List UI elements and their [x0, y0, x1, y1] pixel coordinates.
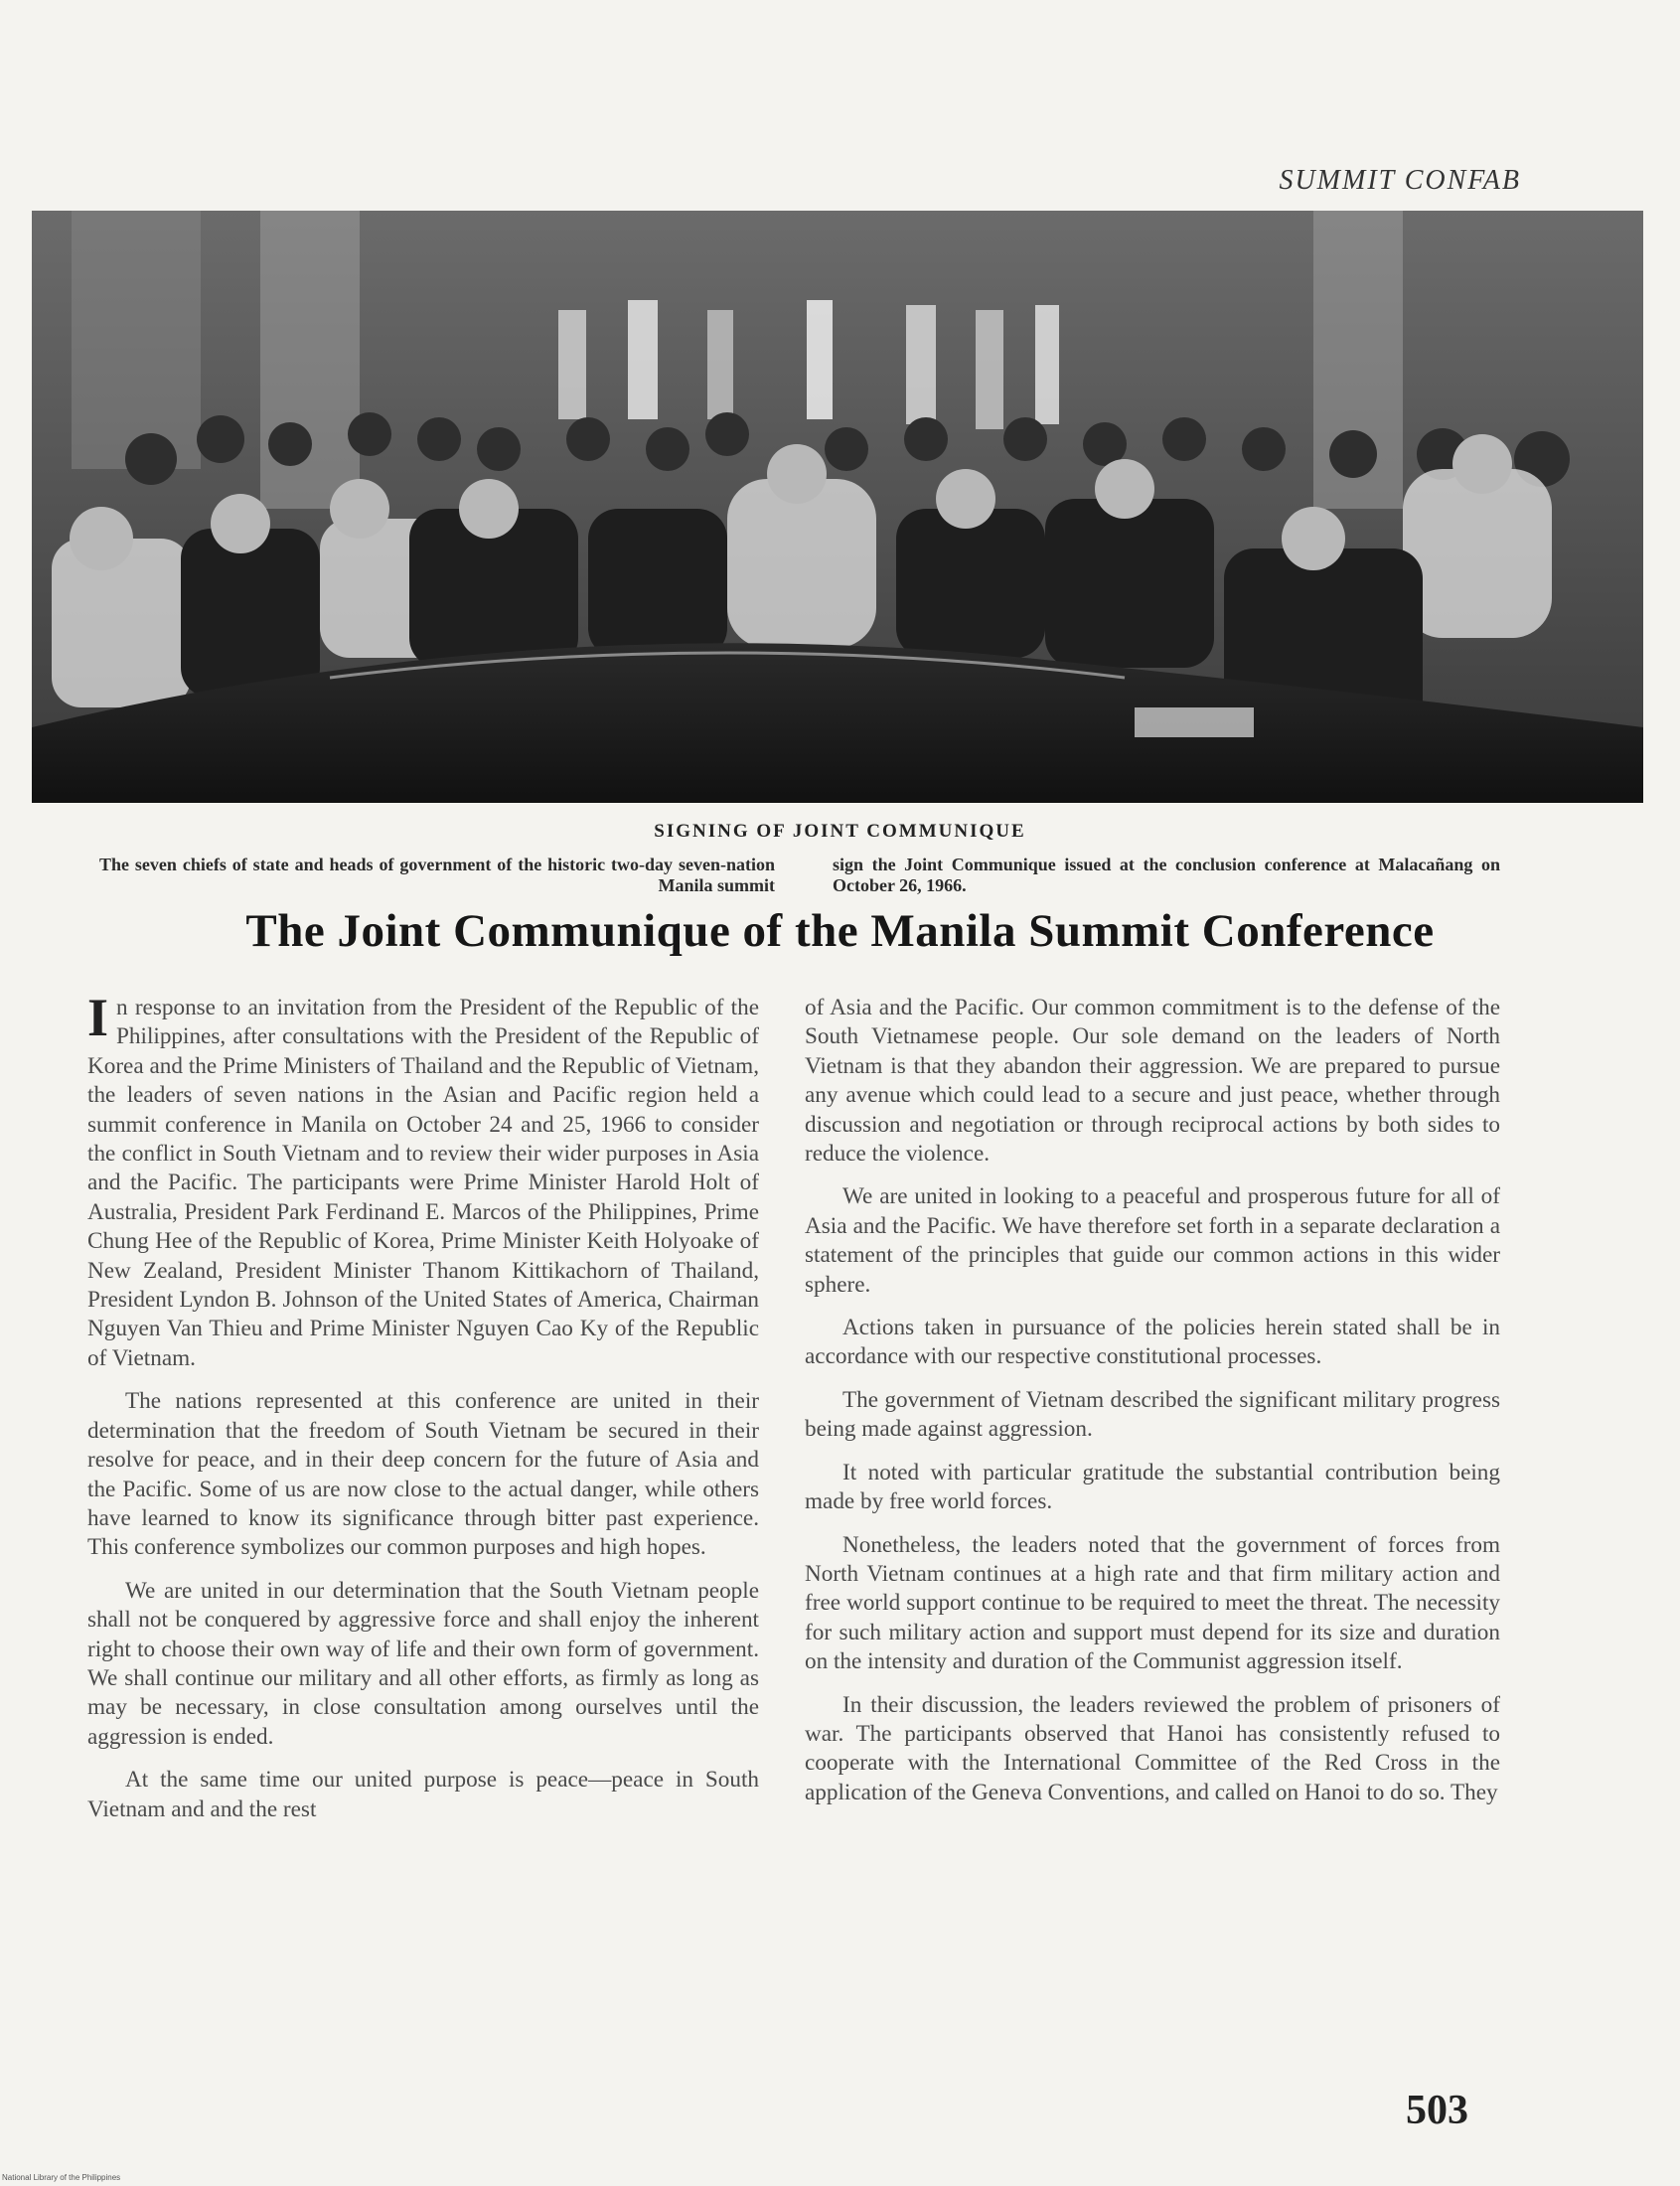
section-label: SUMMIT CONFAB: [1279, 165, 1521, 196]
paragraph: The government of Vietnam described the significant military progress being made against aggression.: [805, 1386, 1500, 1443]
paragraph: We are united in looking to a peaceful and prosperous future for all of Asia and the Pacific. We have therefore set forth in a separate declaration a statement of the principles that guide our common actions in this wider sphere.: [805, 1183, 1500, 1298]
paragraph: We are united in our determination that the South Vietnam people shall not be conquered by aggressive force and shall enjoy the inherent right to choose their own way of life and their own form of government. We shall continue our military and all other efforts, as firmly as long as may be necessary, in close consultation among ourselves until the aggression is ended.: [87, 1577, 759, 1750]
footer-credit: National Library of the Philippines: [2, 2173, 121, 2182]
paragraph: of Asia and the Pacific. Our common commitment is to the defense of the South Vietnamese people. Our sole demand on the leaders of North Vietnam is that they abandon their aggression. We are prepared to pursue any avenue which could lead to a secure and just peace, whether through discussion and negotiation or through reciprocal actions by both sides to reduce the violence.: [805, 995, 1500, 1168]
paragraph: Nonetheless, the leaders noted that the government of forces from North Vietnam continues at a high rate and that firm military action and free world support continue to be required to meet the threat. The necessity for such military action and support must depend for its size and duration on the intensity and duration of the Communist aggression itself.: [805, 1531, 1500, 1675]
paragraph: At the same time our united purpose is peace—peace in South Vietnam and and the rest: [87, 1767, 759, 1822]
paragraph: In their discussion, the leaders reviewed the problem of prisoners of war. The participants observed that Hanoi has consistently refused to cooperate with the International Committee of the Red Cross in the application of the Geneva Conventions, and called on Hanoi to do so. They: [805, 1691, 1500, 1805]
summit-photo: [32, 211, 1643, 803]
paragraph: Actions taken in pursuance of the policies herein stated shall be in accordance with our respective constitutional processes.: [805, 1315, 1500, 1370]
paragraph: The nations represented at this conference are united in their determination that the freedom of South Vietnam be secured in their resolve for peace, and in their deep concern for the future of Asia and the Pacific. Some of us are now close to the actual danger, while others have learned to know its significance through bitter past experience. This conference symbolizes our common purposes and high hopes.: [87, 1388, 759, 1561]
photo-caption-right: sign the Joint Communique issued at the conclusion conference at Malacañang on October 26, 1966.: [833, 855, 1500, 895]
drop-cap: I: [87, 988, 109, 1047]
page-number: 503: [1406, 2088, 1468, 2133]
paragraph: [87, 988, 759, 1373]
article-right-column: [805, 994, 1500, 1821]
photo-caption-title: SIGNING OF JOINT COMMUNIQUE: [654, 821, 1026, 842]
photo-caption-left: The seven chiefs of state and heads of government of the historic two-day seven-nation Manila summit: [99, 855, 775, 895]
summit-photo-illustration: [32, 211, 1643, 803]
paragraph-text: n response to an invitation from the President of the Republic of the Philippines, after consultations with the President of the Republic of Korea and the Prime Ministers of Thailand and the Republic of Vietnam, the leaders of seven nations in the Asian and Pacific region held a summit conference in Manila on October 24 and 25, 1966 to consider the conflict in South Vietnam and to review their wider purposes in Asia and the Pacific. The participants were Prime Minister Harold Holt of Australia, President Park Ferdinand E. Marcos of the Philippines, Prime Chung Hee of the Republic of Korea, Prime Minister Keith Holyoake of New Zealand, President Minister Thanom Kittikachorn of Thailand, President Lyndon B. Johnson of the United States of America, Chairman Nguyen Van Thieu and Prime Minister Nguyen Cao Ky of the Republic of Vietnam.: [87, 995, 759, 1371]
article-left-column: [87, 988, 759, 1838]
paragraph: It noted with particular gratitude the substantial contribution being made by free world forces.: [805, 1459, 1500, 1515]
article-headline: The Joint Communique of the Manila Summit Conference: [245, 905, 1435, 957]
